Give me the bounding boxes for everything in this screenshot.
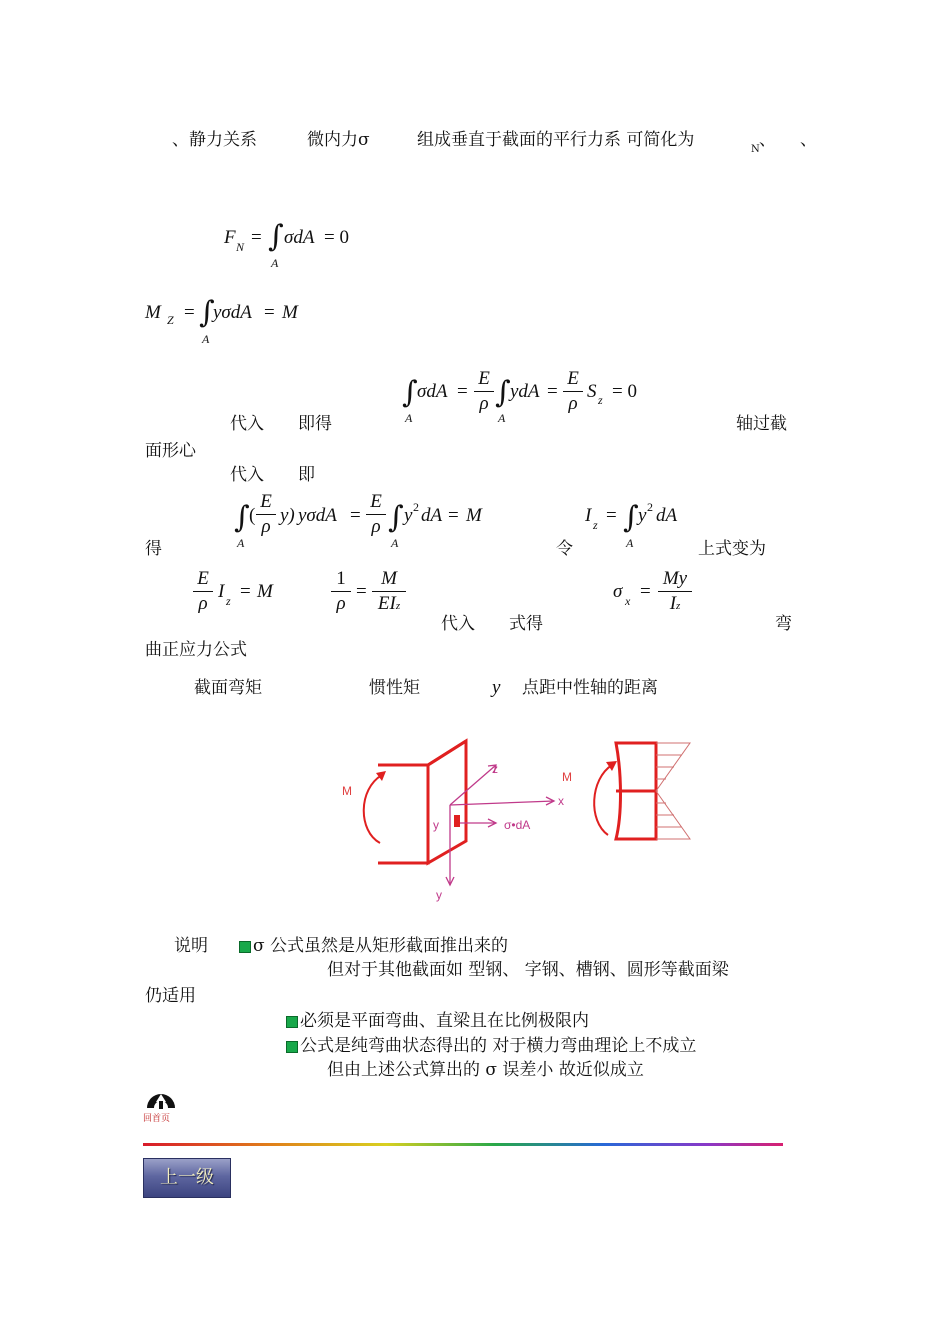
up-level-button[interactable]: 上一级 <box>143 1158 231 1198</box>
note-item-3-cont: 但由上述公式算出的 σ 误差小 故近似成立 <box>327 1060 644 1080</box>
text-ling: 令 <box>556 539 573 559</box>
area-element <box>454 815 460 827</box>
label-m-right: M <box>562 770 572 784</box>
label-m-left: M <box>342 784 352 798</box>
notes-label: 说明 <box>174 936 208 956</box>
legend-distance: 点距中性轴的距离 <box>522 678 658 698</box>
text-shangshi: 上式变为 <box>698 539 766 559</box>
bullet-icon <box>286 1016 298 1028</box>
text-dairu-3: 代入 <box>441 614 475 634</box>
note-item-3: 公式是纯弯曲状态得出的 对于横力弯曲理论上不成立 <box>286 1036 696 1056</box>
text-ji: 即 <box>298 465 315 485</box>
beam-segment-right <box>616 743 656 839</box>
stress-distribution <box>656 743 690 839</box>
text-formula-name: 曲正应力公式 <box>145 640 247 660</box>
text-jide: 即得 <box>298 414 332 434</box>
legend-inertia: 惯性矩 <box>369 678 420 698</box>
text-de: 得 <box>145 539 162 559</box>
intro-parallel-system: 组成垂直于截面的平行力系 可简化为 <box>417 130 695 150</box>
text-zhouguo: 轴过截 <box>736 414 787 434</box>
intro-static-relation: 、静力关系 <box>172 130 257 150</box>
note-item-1-end: 仍适用 <box>145 986 196 1006</box>
bullet-icon <box>239 941 251 953</box>
bending-diagram <box>330 735 710 905</box>
intro-micro-force: 微内力σ <box>307 130 370 150</box>
text-wan: 弯 <box>775 614 792 634</box>
home-link[interactable] <box>143 1088 179 1122</box>
legend-moment: 截面弯矩 <box>194 678 262 698</box>
label-z-axis: z <box>492 762 498 776</box>
note-item-1-cont: 但对于其他截面如 型钢、 字钢、槽钢、圆形等截面梁 <box>327 960 729 980</box>
home-icon <box>143 1088 179 1110</box>
coordinate-axes <box>446 765 554 885</box>
rainbow-divider <box>143 1143 783 1146</box>
label-sigma-da: σ•dA <box>504 818 531 832</box>
text-mianxingxin: 面形心 <box>145 441 196 461</box>
intro-comma-2: 、 <box>800 130 817 150</box>
label-y-inner: y <box>433 818 439 832</box>
text-dairu-1: 代入 <box>230 414 264 434</box>
home-label: 回首页 <box>143 1114 171 1124</box>
moment-arrow-right <box>594 765 612 835</box>
bullet-icon <box>286 1041 298 1053</box>
note-item-1: σ 公式虽然是从矩形截面推出来的 <box>239 936 508 956</box>
label-y-axis: y <box>436 888 442 902</box>
text-shide: 式得 <box>509 614 543 634</box>
note-item-2: 必须是平面弯曲、直梁且在比例极限内 <box>286 1011 589 1031</box>
intro-subscript-n: N <box>751 144 760 155</box>
legend-y-symbol: y <box>492 677 501 698</box>
intro-comma-1: 、 <box>759 130 776 150</box>
label-x-axis: x <box>558 794 564 808</box>
moment-arrow-left <box>364 775 382 843</box>
text-dairu-2: 代入 <box>230 465 264 485</box>
